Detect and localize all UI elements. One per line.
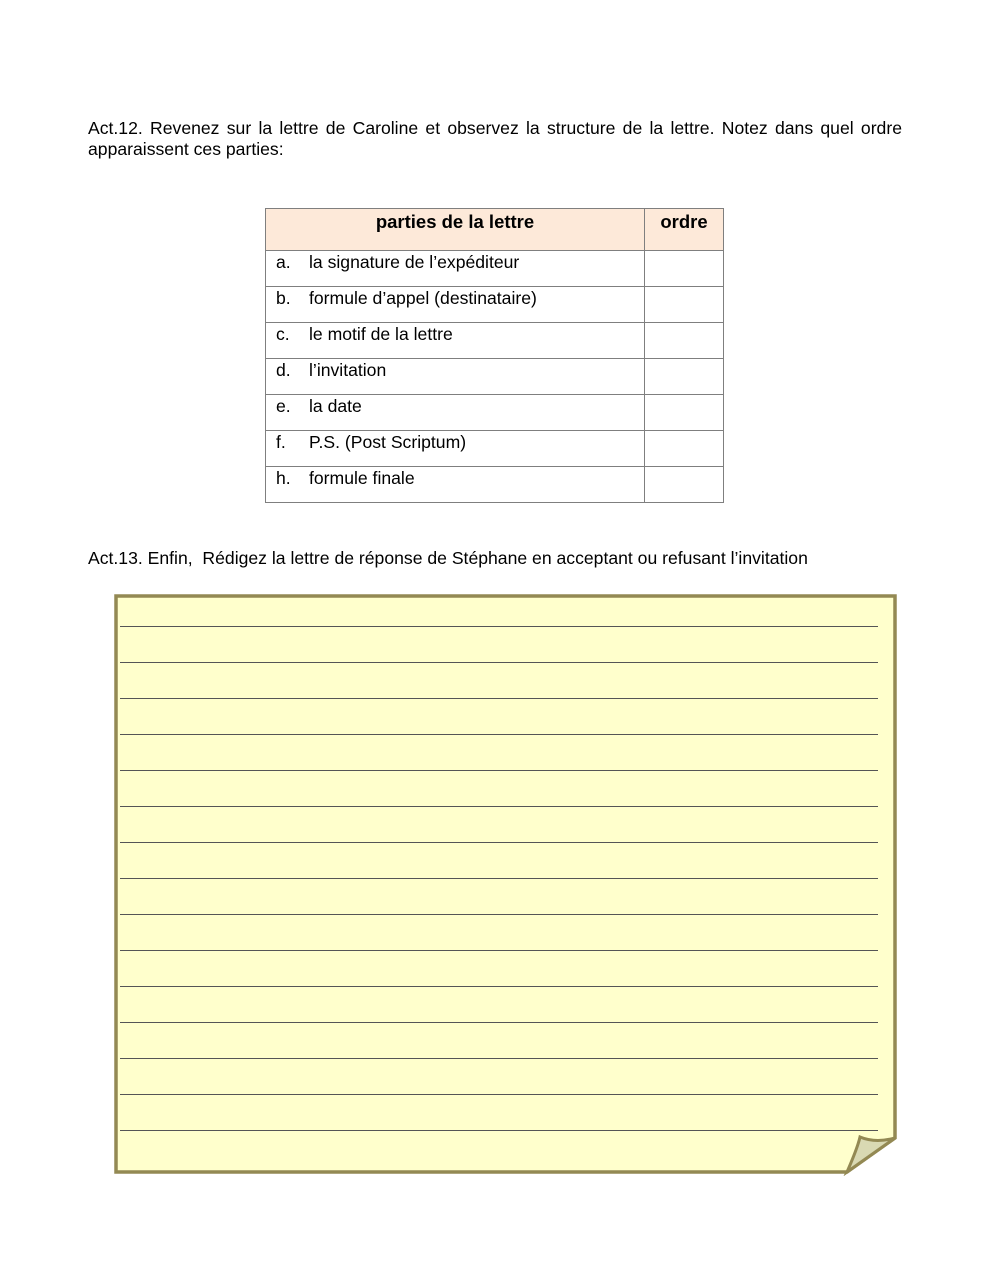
- order-input-cell[interactable]: [645, 359, 724, 395]
- table-row: [266, 431, 724, 467]
- table-row: [266, 287, 724, 323]
- part-cell: [266, 395, 645, 431]
- answer-note: [114, 594, 898, 1176]
- letter-parts-table: [265, 208, 724, 503]
- table-row: [266, 359, 724, 395]
- part-letter: h.: [276, 468, 291, 488]
- note-body: [116, 596, 895, 1172]
- part-label: P.S. (Post Scriptum): [309, 432, 467, 452]
- part-letter: f.: [276, 432, 286, 452]
- part-letter: d.: [276, 360, 291, 380]
- header-ordre: ordre: [645, 209, 724, 251]
- order-input-cell[interactable]: [645, 467, 724, 503]
- part-cell: [266, 323, 645, 359]
- part-letter: c.: [276, 324, 290, 344]
- part-label: l’invitation: [309, 360, 387, 380]
- part-cell: [266, 431, 645, 467]
- table-row: [266, 251, 724, 287]
- part-cell: [266, 251, 645, 287]
- order-input-cell[interactable]: [645, 395, 724, 431]
- part-label: formule d’appel (destinataire): [309, 288, 537, 308]
- part-label: formule finale: [309, 468, 415, 488]
- table-header-row: [266, 209, 724, 251]
- order-input-cell[interactable]: [645, 251, 724, 287]
- order-input-cell[interactable]: [645, 431, 724, 467]
- part-letter: e.: [276, 396, 291, 416]
- part-label: le motif de la lettre: [309, 324, 453, 344]
- note-paper: [114, 594, 898, 1176]
- header-parties: parties de la lettre: [266, 209, 645, 251]
- part-letter: a.: [276, 252, 291, 272]
- part-cell: [266, 287, 645, 323]
- activity-13-instructions: Act.13. Enfin, Rédigez la lettre de réponse de Stéphane en acceptant ou refusant l’invitation: [88, 548, 808, 568]
- table-row: [266, 467, 724, 503]
- part-cell: [266, 359, 645, 395]
- activity-12-instructions: Act.12. Revenez sur la lettre de Caroline et observez la structure de la lettre. Notez dans quel ordre apparaissent ces parties:: [88, 118, 902, 159]
- part-letter: b.: [276, 288, 291, 308]
- part-cell: [266, 467, 645, 503]
- table-row: [266, 395, 724, 431]
- order-input-cell[interactable]: [645, 323, 724, 359]
- table-row: [266, 323, 724, 359]
- order-input-cell[interactable]: [645, 287, 724, 323]
- part-label: la signature de l’expéditeur: [309, 252, 520, 272]
- part-label: la date: [309, 396, 362, 416]
